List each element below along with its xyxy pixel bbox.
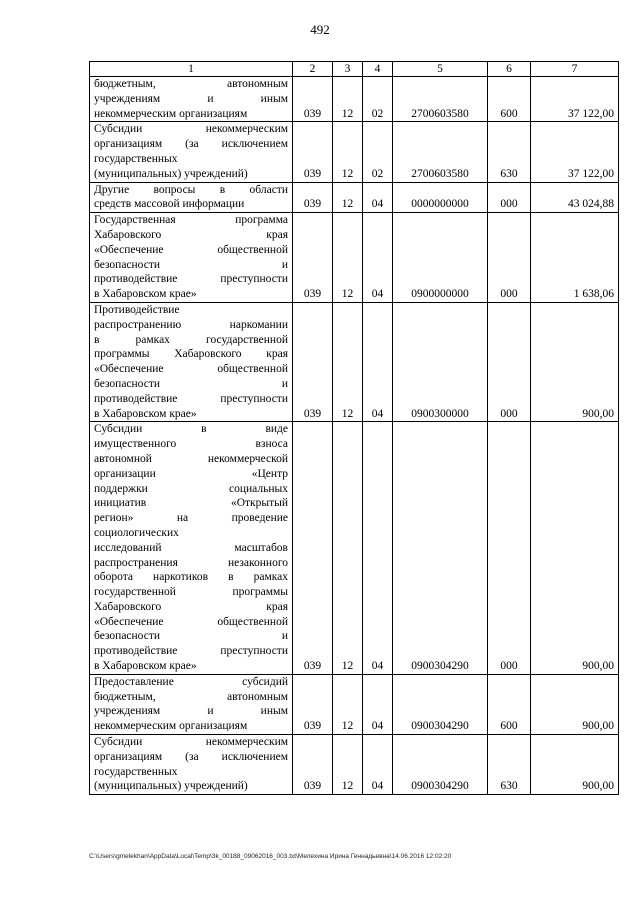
description-line: Другие вопросы в области bbox=[94, 183, 288, 196]
target-article-code: 0900000000 bbox=[393, 213, 488, 303]
description-line: в Хабаровском крае» bbox=[94, 407, 197, 420]
description-line: бюджетным, автономным bbox=[94, 690, 288, 703]
budget-table bbox=[89, 61, 619, 795]
description-line: государственной программы bbox=[94, 586, 288, 599]
table-row bbox=[90, 122, 619, 182]
row-description bbox=[90, 122, 293, 182]
description-line: «Обеспечение общественной bbox=[94, 615, 288, 628]
ministry-code: 039 bbox=[293, 77, 333, 122]
expense-type-code: 000 bbox=[488, 182, 531, 213]
column-header: 5 bbox=[393, 62, 488, 77]
row-description bbox=[90, 674, 293, 734]
file-path-footer: C:\Users\gmelekhan\AppData\Local\Temp\3k_00188_09062016_003.txt\Мелехина Ирина Геннадьевна\14.06.2016 12:02:20 bbox=[89, 853, 452, 860]
description-line: организациям (за исключением bbox=[94, 138, 288, 151]
row-description bbox=[90, 77, 293, 122]
row-description bbox=[90, 735, 293, 795]
ministry-code: 039 bbox=[293, 735, 333, 795]
ministry-code: 039 bbox=[293, 302, 333, 421]
description-line: противодействие преступности bbox=[94, 645, 288, 658]
expense-type-code: 600 bbox=[488, 77, 531, 122]
description-line: (муниципальных) учреждений) bbox=[94, 780, 248, 793]
column-numbers-row bbox=[90, 62, 619, 77]
expense-type-code: 600 bbox=[488, 674, 531, 734]
description-line: в рамках государственной bbox=[94, 333, 288, 346]
description-line: бюджетным, автономным bbox=[94, 78, 288, 90]
amount: 43 024,88 bbox=[531, 182, 619, 213]
column-header: 1 bbox=[90, 62, 293, 77]
subsection-code: 04 bbox=[363, 182, 393, 213]
description-line: организациям (за исключением bbox=[94, 750, 288, 763]
description-line: автономной некоммерческой bbox=[94, 452, 288, 465]
description-line: Субсидии в виде bbox=[94, 423, 288, 436]
expense-type-code: 630 bbox=[488, 122, 531, 182]
table-row bbox=[90, 302, 619, 421]
description-line: безопасности и bbox=[94, 258, 288, 271]
amount: 900,00 bbox=[531, 302, 619, 421]
section-code: 12 bbox=[333, 77, 363, 122]
amount: 900,00 bbox=[531, 735, 619, 795]
page-number: 492 bbox=[310, 22, 330, 37]
description-line: государственных bbox=[94, 152, 178, 165]
description-line: противодействие преступности bbox=[94, 392, 288, 405]
subsection-code: 04 bbox=[363, 302, 393, 421]
expense-type-code: 000 bbox=[488, 213, 531, 303]
section-code: 12 bbox=[333, 422, 363, 675]
description-line: безопасности и bbox=[94, 377, 288, 390]
description-line: в Хабаровском крае» bbox=[94, 660, 197, 673]
description-line: исследований масштабов bbox=[94, 541, 288, 554]
description-line: распространению наркомании bbox=[94, 318, 288, 331]
subsection-code: 04 bbox=[363, 422, 393, 675]
description-line: Субсидии некоммерческим bbox=[94, 736, 288, 749]
expense-type-code: 630 bbox=[488, 735, 531, 795]
description-line: Противодействие bbox=[94, 303, 180, 316]
amount: 1 638,06 bbox=[531, 213, 619, 303]
description-line: (муниципальных) учреждений) bbox=[94, 167, 248, 180]
description-line: противодействие преступности bbox=[94, 273, 288, 286]
section-code: 12 bbox=[333, 213, 363, 303]
description-line: государственных bbox=[94, 765, 178, 778]
section-code: 12 bbox=[333, 302, 363, 421]
description-line: некоммерческим организациям bbox=[94, 720, 248, 733]
subsection-code: 04 bbox=[363, 674, 393, 734]
section-code: 12 bbox=[333, 122, 363, 182]
amount: 37 122,00 bbox=[531, 122, 619, 182]
description-line: распространения незаконного bbox=[94, 556, 288, 569]
description-line: безопасности и bbox=[94, 630, 288, 643]
target-article-code: 0900304290 bbox=[393, 422, 488, 675]
description-line: Государственная программа bbox=[94, 214, 288, 227]
description-line: Хабаровского края bbox=[94, 228, 288, 241]
row-description bbox=[90, 422, 293, 675]
table-row bbox=[90, 422, 619, 675]
target-article-code: 0000000000 bbox=[393, 182, 488, 213]
column-header: 4 bbox=[363, 62, 393, 77]
row-description bbox=[90, 302, 293, 421]
target-article-code: 2700603580 bbox=[393, 77, 488, 122]
description-line: Субсидии некоммерческим bbox=[94, 123, 288, 136]
subsection-code: 04 bbox=[363, 213, 393, 303]
row-description bbox=[90, 182, 293, 213]
table-row bbox=[90, 77, 619, 122]
description-line: программы Хабаровского края bbox=[94, 348, 288, 361]
description-line: организации «Центр bbox=[94, 467, 288, 480]
ministry-code: 039 bbox=[293, 213, 333, 303]
table-row bbox=[90, 182, 619, 213]
description-line: «Обеспечение общественной bbox=[94, 363, 288, 376]
subsection-code: 04 bbox=[363, 735, 393, 795]
ministry-code: 039 bbox=[293, 674, 333, 734]
description-line: Предоставление субсидий bbox=[94, 675, 288, 688]
table-row bbox=[90, 674, 619, 734]
subsection-code: 02 bbox=[363, 122, 393, 182]
ministry-code: 039 bbox=[293, 422, 333, 675]
subsection-code: 02 bbox=[363, 77, 393, 122]
column-header: 6 bbox=[488, 62, 531, 77]
column-header: 7 bbox=[531, 62, 619, 77]
amount: 900,00 bbox=[531, 422, 619, 675]
target-article-code: 2700603580 bbox=[393, 122, 488, 182]
description-line: средств массовой информации bbox=[94, 198, 245, 211]
table-row bbox=[90, 213, 619, 303]
description-line: имущественного взноса bbox=[94, 438, 288, 451]
amount: 900,00 bbox=[531, 674, 619, 734]
section-code: 12 bbox=[333, 674, 363, 734]
description-line: некоммерческим организациям bbox=[94, 107, 248, 120]
row-description bbox=[90, 213, 293, 303]
section-code: 12 bbox=[333, 182, 363, 213]
description-line: инициатив «Открытый bbox=[94, 497, 288, 510]
expense-type-code: 000 bbox=[488, 302, 531, 421]
target-article-code: 0900304290 bbox=[393, 674, 488, 734]
description-line: в Хабаровском крае» bbox=[94, 288, 197, 301]
column-header: 3 bbox=[333, 62, 363, 77]
target-article-code: 0900304290 bbox=[393, 735, 488, 795]
description-line: социологических bbox=[94, 526, 179, 539]
expense-type-code: 000 bbox=[488, 422, 531, 675]
description-line: «Обеспечение общественной bbox=[94, 243, 288, 256]
target-article-code: 0900300000 bbox=[393, 302, 488, 421]
column-header: 2 bbox=[293, 62, 333, 77]
description-line: поддержки социальных bbox=[94, 482, 288, 495]
description-line: регион» на проведение bbox=[94, 512, 288, 525]
description-line: учреждениям и иным bbox=[94, 92, 288, 105]
description-line: Хабаровского края bbox=[94, 600, 288, 613]
amount: 37 122,00 bbox=[531, 77, 619, 122]
description-line: оборота наркотиков в рамках bbox=[94, 571, 288, 584]
section-code: 12 bbox=[333, 735, 363, 795]
description-line: учреждениям и иным bbox=[94, 705, 288, 718]
ministry-code: 039 bbox=[293, 182, 333, 213]
ministry-code: 039 bbox=[293, 122, 333, 182]
table-row bbox=[90, 735, 619, 795]
